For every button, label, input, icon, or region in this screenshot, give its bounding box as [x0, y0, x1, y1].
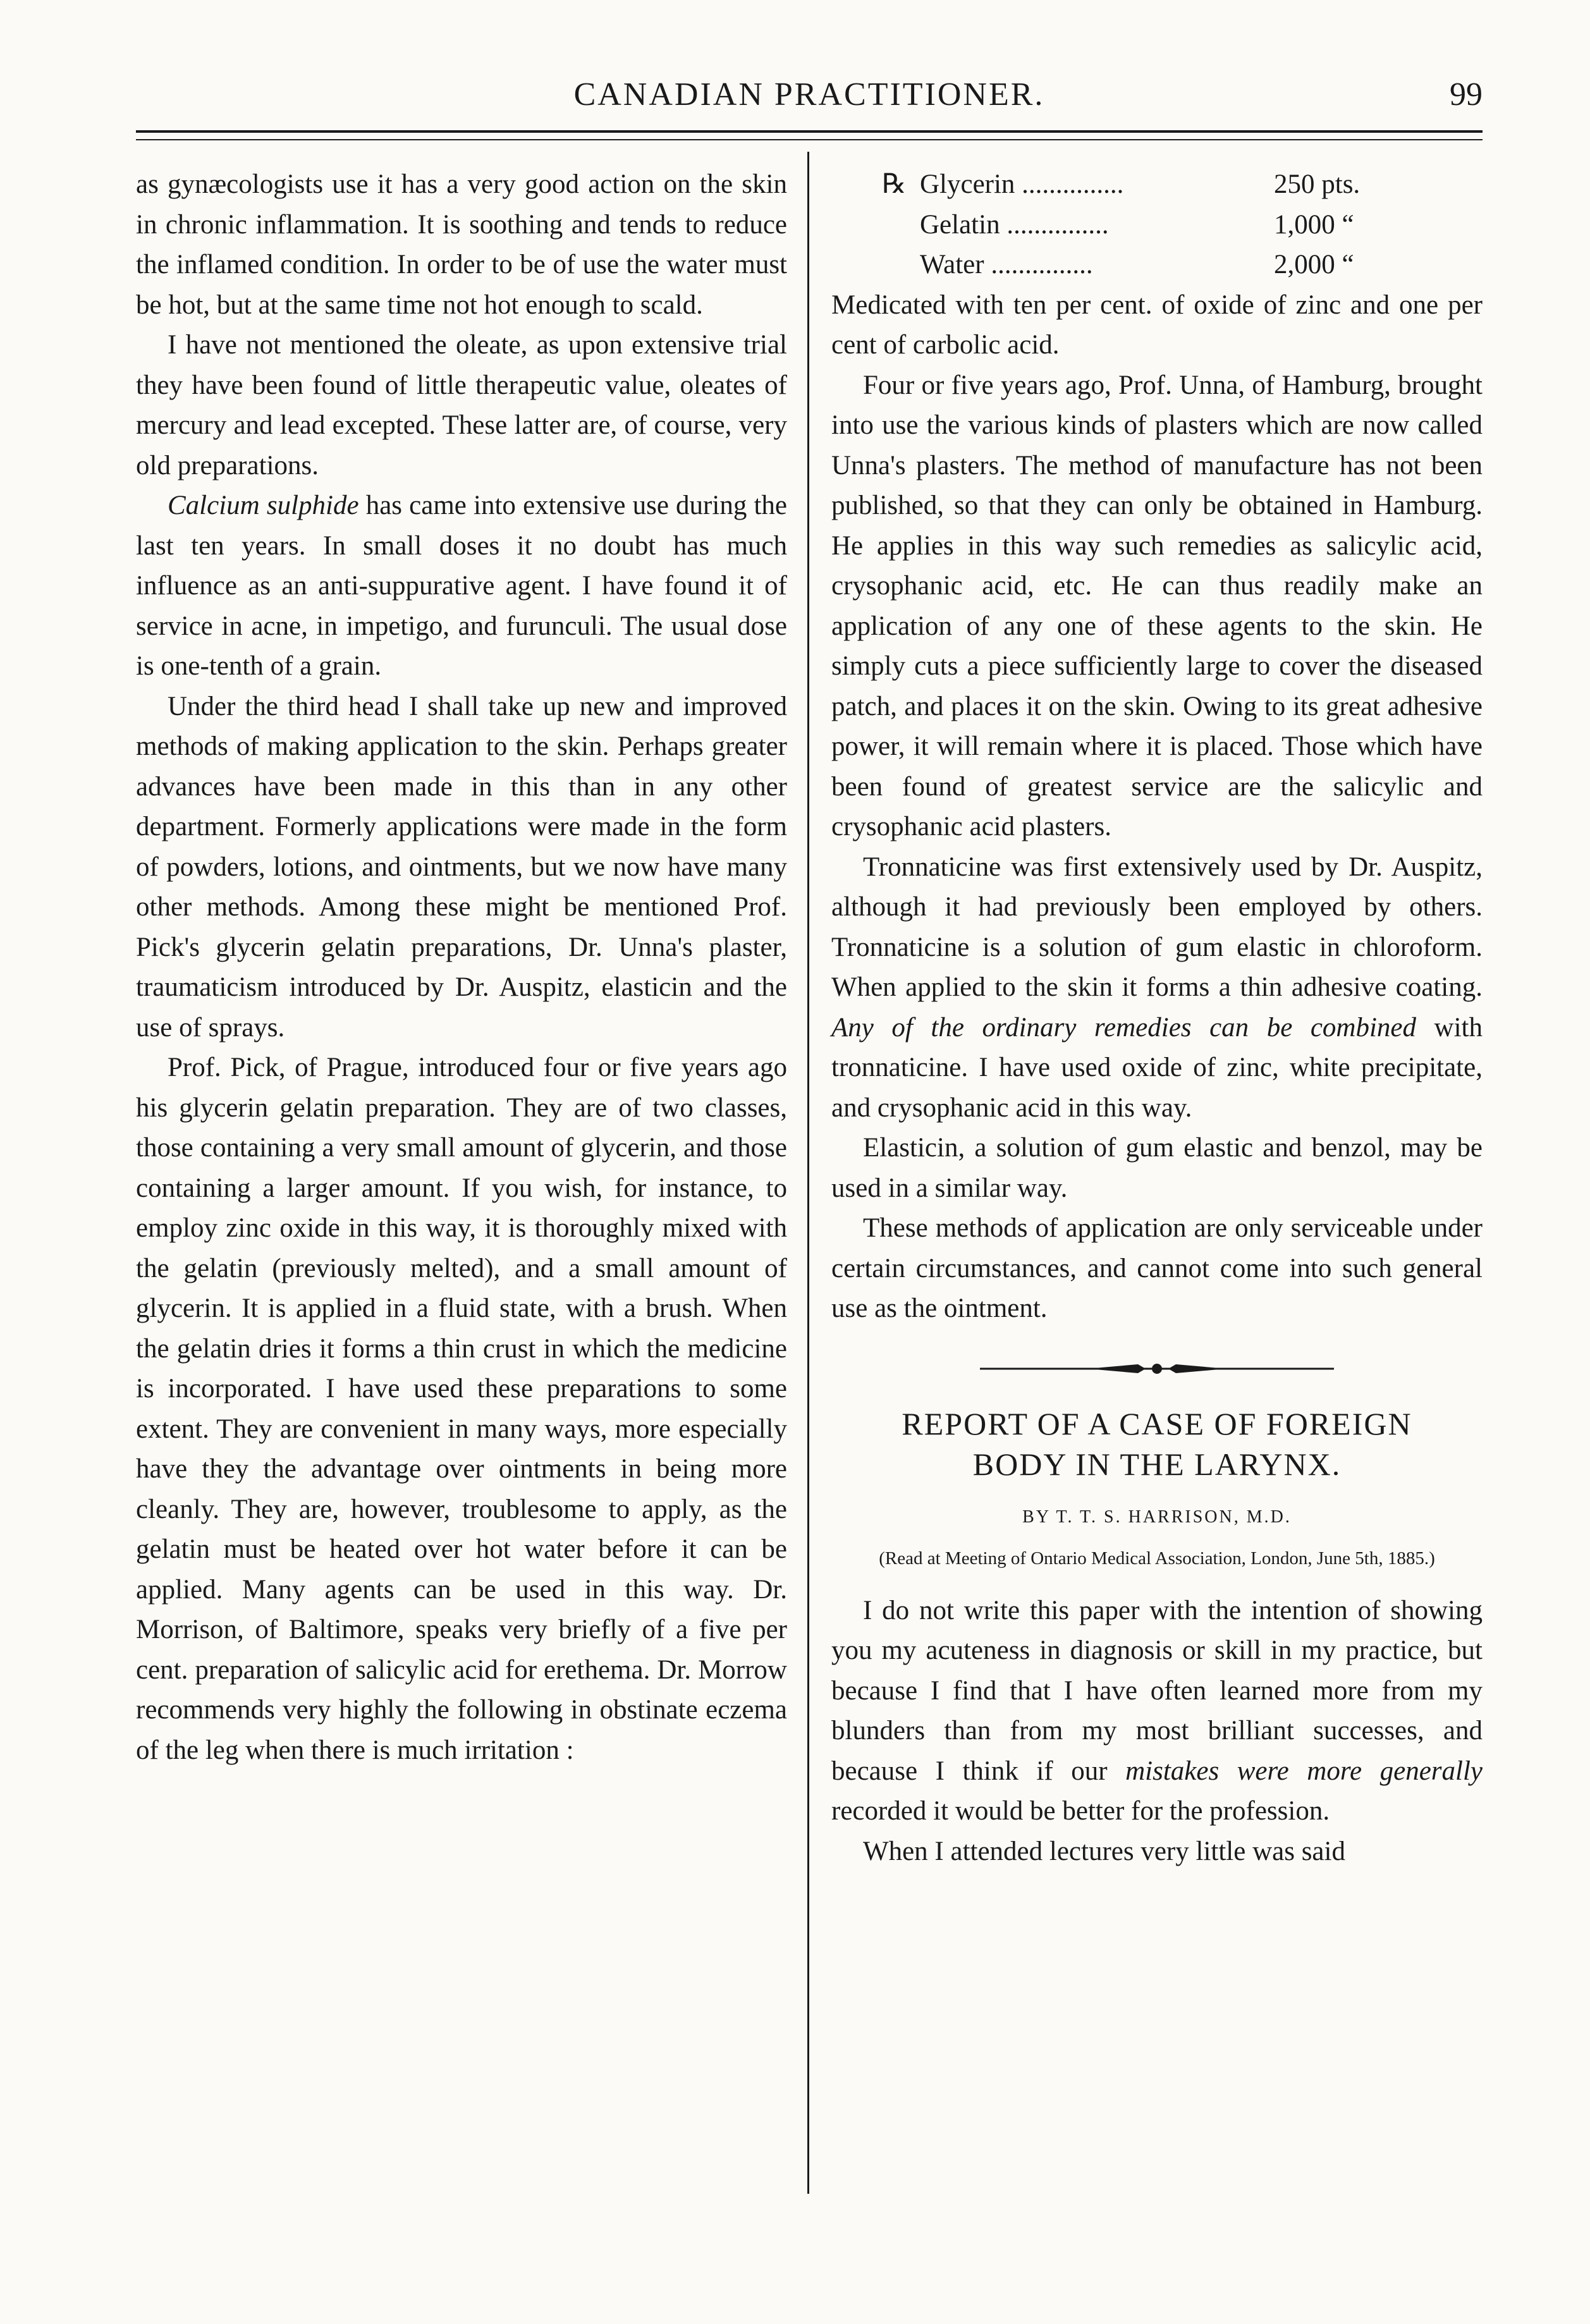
- formula-ingredient: Water ...............: [920, 250, 1093, 279]
- paragraph: When I attended lectures very little was said: [863, 1836, 1345, 1866]
- paragraph: I have not mentioned the oleate, as upon extensive trial they have been found of little therapeutic value, oleates of mercury and lead excepted. These latter are, of course, very old preparations.: [136, 330, 787, 480]
- paragraph-text: has came into extensive use during the last ten years. In small doses it no doubt has much influence as an anti-suppurative agent. I have found it of service in acne, in impetigo, and furunculi. The usual dose is one-tenth of a grain.: [136, 491, 787, 681]
- journal-page: [136, 76, 1483, 2251]
- paragraph: Four or five years ago, Prof. Unna, of Hamburg, brought into use the various kinds of plasters which are now called Unna's plasters. The method of manufacture has not been published, so that they can only be obtained in Hamburg. He applies in this way such remedies as salicylic acid, crysophanic acid, etc. He can thus readily make an application of any one of these agents to the skin. He simply cuts a piece sufficiently large to cover the diseased patch, and places it on the skin. Owing to its great adhesive power, it will remain where it is placed. Those which have been found of greatest service are the salicylic and crysophanic acid plasters.: [831, 370, 1483, 841]
- paragraph: [136, 486, 787, 687]
- paragraph-text: I do not write this paper with the intention of showing you my acuteness in diagnosis or skill in my practice, but because I find that I have often learned more from my blunders than from my most brilliant successes, and because I think if our: [831, 1595, 1483, 1786]
- right-column: [831, 164, 1483, 1871]
- paragraph-text: Tronnaticine was first extensively used by Dr. Auspitz, although it had previously been employed by others. Tronnaticine is a solution of gum elastic in chloroform. When applied to the skin it forms a thin adhesive coating.: [831, 852, 1483, 1002]
- two-column-body: [136, 164, 1483, 2251]
- paragraph: [831, 847, 1483, 1128]
- formula-ingredient: Gelatin ...............: [920, 209, 1109, 240]
- paragraph: Elasticin, a solution of gum elastic and benzol, may be used in a similar way.: [831, 1133, 1483, 1203]
- article-title-line: REPORT OF A CASE OF FOREIGN: [902, 1405, 1412, 1441]
- formula-row: [882, 245, 1400, 285]
- paragraph: Prof. Pick, of Prague, introduced four or five years ago his glycerin gelatin preparation. They are of two classes, those containing a very small amount of glycerin, and those containing a larger amount. If you wish, for instance, to employ zinc oxide in this way, it is thoroughly mixed with the gelatin (previously melted), and a small amount of glycerin. It is applied in a fluid state, with a brush. When the gelatin dries it forms a thin crust in which the medicine is incorporated. I have used these preparations to some extent. They are convenient in many ways, more especially have they the advantage over ointments in being more cleanly. They are, however, troublesome to apply, as the gelatin must be heated over hot water before it can be applied. Many agents can be used in this way. Dr. Morrison, of Baltimore, speaks very briefly of a five per cent. preparation of salicylic acid for erethema. Dr. Morrow recommends very highly the following in obstinate eczema of the leg when there is much irritation :: [136, 1053, 787, 1765]
- rx-symbol: ℞: [882, 169, 907, 199]
- section-ornament: [980, 1359, 1334, 1378]
- formula-quantity: 2,000 “: [1274, 250, 1354, 279]
- page-number: 99: [1450, 76, 1483, 113]
- italic-term: Calcium sulphide: [168, 491, 359, 520]
- article-note: (Read at Meeting of Ontario Medical Association, London, June 5th, 1885.): [879, 1548, 1435, 1569]
- prescription-formula: [882, 164, 1483, 285]
- header-rule-thick: [136, 130, 1483, 133]
- article-title-line: BODY IN THE LARYNX.: [972, 1446, 1342, 1482]
- paragraph-text: with tronnaticine. I have used oxide of zinc, white precipitate, and crysophanic acid in this way.: [831, 1012, 1483, 1123]
- formula-ingredient: Glycerin ...............: [920, 169, 1124, 199]
- paragraph: as gynæcologists use it has a very good action on the skin in chronic inflammation. It is soothing and tends to reduce the inflamed condition. In order to be of use the water must be hot, but at the same time not hot enough to scald.: [136, 169, 787, 320]
- article-title: [831, 1404, 1483, 1484]
- paragraph: Under the third head I shall take up new and improved methods of making application to the skin. Perhaps greater advances have been made in this than in any other department. Formerly applications were made in the form of powders, lotions, and ointments, but we now have many other methods. Among these might be mentioned Prof. Pick's glycerin gelatin preparations, Dr. Unna's plaster, traumaticism introduced by Dr. Auspitz, elasticin and the use of sprays.: [136, 691, 787, 1043]
- column-divider: [807, 152, 809, 2194]
- article-byline: BY T. T. S. HARRISON, M.D.: [1022, 1507, 1292, 1527]
- formula-quantity: 1,000 “: [1274, 209, 1354, 240]
- italic-phrase: mistakes were more generally: [1125, 1756, 1483, 1786]
- journal-title: CANADIAN PRACTITIONER.: [573, 76, 1045, 113]
- formula-row: [882, 164, 1400, 205]
- left-column: [136, 164, 787, 1770]
- running-header: [136, 76, 1483, 126]
- italic-phrase: Any of the ordinary remedies can be combined: [831, 1012, 1416, 1043]
- paragraph: Medicated with ten per cent. of oxide of zinc and one per cent of carbolic acid.: [831, 290, 1483, 360]
- paragraph: [831, 1591, 1483, 1832]
- formula-row: [882, 205, 1400, 245]
- paragraph: These methods of application are only serviceable under certain circumstances, and cannot come into such general use as the ointment.: [831, 1213, 1483, 1323]
- header-rule-thin: [136, 139, 1483, 140]
- formula-quantity: 250 pts.: [1274, 169, 1361, 199]
- paragraph-text: recorded it would be better for the profession.: [831, 1796, 1330, 1826]
